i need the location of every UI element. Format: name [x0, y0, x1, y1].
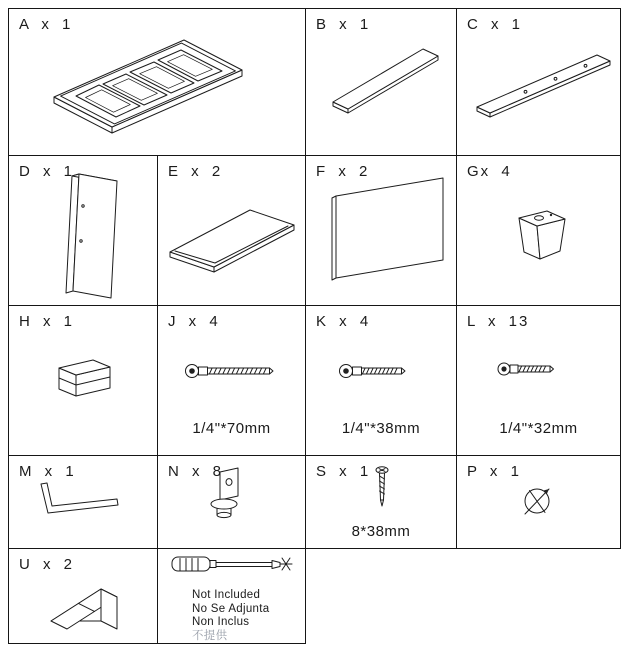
- not-included-note-zh: 不提供: [192, 629, 228, 642]
- part-j-spec: 1/4"*70mm: [192, 420, 271, 437]
- part-a-label: A x 1: [19, 16, 73, 33]
- part-p-label: P x 1: [467, 463, 521, 480]
- part-b-label: B x 1: [316, 16, 371, 33]
- cell-part-j: [157, 305, 306, 456]
- not-included-note-fr: Non Inclus: [192, 616, 250, 628]
- part-f-label: F x 2: [316, 163, 370, 180]
- cell-part-k: [305, 305, 457, 456]
- cell-part-n: [157, 455, 306, 549]
- part-h-label: H x 1: [19, 313, 75, 330]
- cell-part-c: [456, 8, 621, 156]
- cell-part-u: [8, 548, 158, 644]
- part-s-spec: 8*38mm: [351, 523, 411, 540]
- not-included-notes: [192, 589, 269, 643]
- cell-part-m: [8, 455, 158, 549]
- part-s-label: S x 1: [316, 463, 371, 480]
- screwdriver-icon: [158, 549, 305, 587]
- not-included-note-es: No Se Adjunta: [192, 602, 270, 615]
- part-l-spec: 1/4"*32mm: [499, 420, 578, 437]
- part-k-spec: 1/4"*38mm: [341, 420, 421, 437]
- cell-part-g: [456, 155, 621, 306]
- cell-part-b: [305, 8, 457, 156]
- part-m-label: M x 1: [19, 463, 76, 480]
- cell-part-f: [305, 155, 457, 306]
- part-d-label: D x 1: [19, 163, 75, 180]
- cell-part-a: [8, 8, 306, 156]
- not-included-note-en: Not Included: [192, 589, 261, 601]
- cell-part-h: [8, 305, 158, 456]
- part-n-label: N x 8: [168, 463, 224, 480]
- cell-part-p: [456, 455, 621, 549]
- cell-part-s: [305, 455, 457, 549]
- part-u-label: U x 2: [19, 556, 75, 573]
- cell-tool-not-included: [157, 548, 306, 644]
- part-e-label: E x 2: [168, 163, 223, 180]
- part-g-label: Gx 4: [467, 163, 512, 180]
- cell-part-l: [456, 305, 621, 456]
- cell-part-d: [8, 155, 158, 306]
- part-l-label: L x 13: [467, 313, 530, 330]
- part-k-label: K x 4: [316, 313, 371, 330]
- part-j-label: J x 4: [168, 313, 220, 330]
- cell-part-e: [157, 155, 306, 306]
- part-c-label: C x 1: [467, 16, 523, 33]
